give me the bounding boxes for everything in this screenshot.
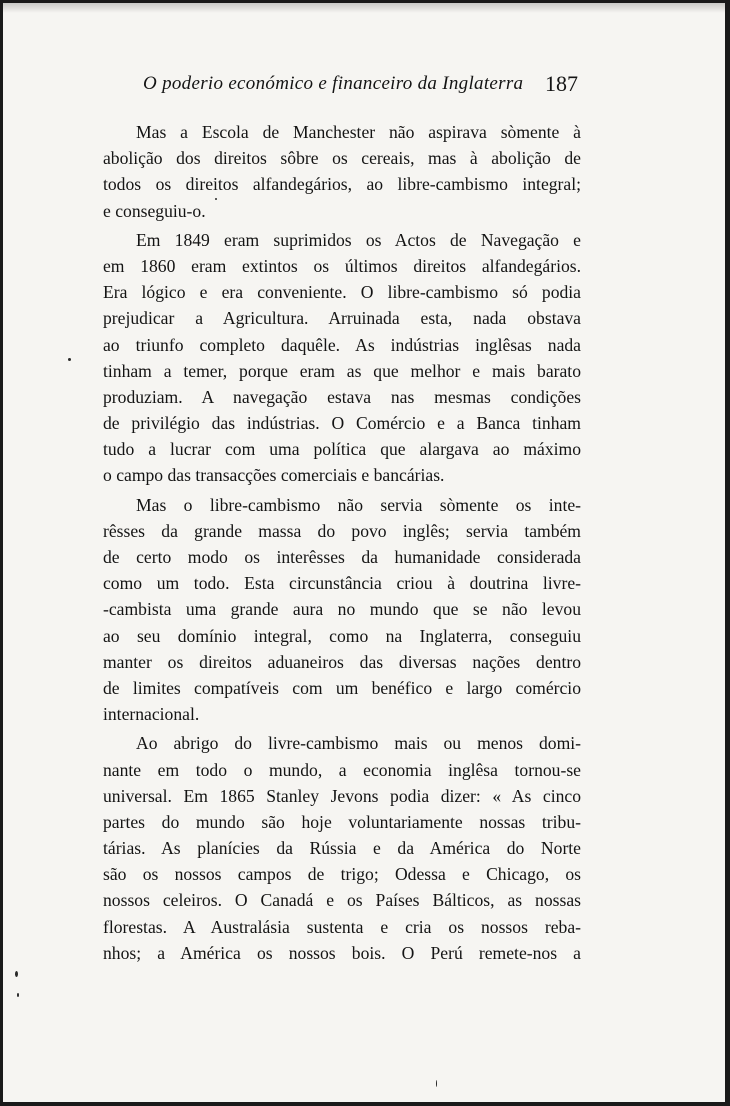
- text-line: em 1860 eram extintos os últimos direitos alfandegários.: [103, 255, 581, 276]
- text-line: ao triunfo completo daquêle. As indústrias inglêsas nada: [103, 334, 581, 355]
- text-line: manter os direitos aduaneiros das diversas nações dentro: [103, 651, 581, 672]
- text-line: tárias. As planícies da Rússia e da América do Norte: [103, 838, 581, 859]
- text-line: tudo a lucrar com uma política que alargava ao máximo: [103, 439, 581, 460]
- text-line: nossos celeiros. O Canadá e os Países Bálticos, as nossas: [103, 890, 581, 911]
- scan-shadow-top: [3, 3, 725, 13]
- body-text: [103, 119, 581, 966]
- text-line: nante em todo o mundo, a economia inglêsa tornou-se: [103, 759, 581, 780]
- text-line: Mas a Escola de Manchester não aspirava sòmente à: [136, 122, 581, 142]
- text-line: e conseguiu-o.: [103, 200, 206, 221]
- text-line: rêsses da grande massa do povo inglês; servia também: [103, 520, 581, 541]
- scan-speck: [215, 198, 217, 200]
- text-line: todos os direitos alfandegários, ao libre-cambismo integral;: [103, 174, 581, 195]
- text-line: tinham a temer, porque eram as que melhor e mais barato: [103, 360, 581, 381]
- scan-speck: [68, 358, 71, 361]
- text-line: prejudicar a Agricultura. Arruinada esta, nada obstava: [103, 308, 581, 329]
- text-line: de limites compatíveis com um benéfico e largo comércio: [103, 677, 581, 698]
- scan-speck: [15, 971, 18, 977]
- text-line: o campo das transacções comerciais e bancárias.: [103, 465, 445, 486]
- text-line: Mas o libre-cambismo não servia sòmente os inte-: [136, 494, 581, 515]
- scan-speck: [436, 1080, 437, 1087]
- text-line: Era lógico e era conveniente. O libre-cambismo só podia: [103, 282, 581, 303]
- text-line: partes do mundo são hoje voluntariamente nossas tribu-: [103, 811, 581, 832]
- page-number: 187: [545, 71, 578, 96]
- scan-speck: [17, 993, 19, 997]
- paragraph-1: [103, 119, 581, 224]
- paragraph-3: [103, 492, 581, 728]
- text-line: ao seu domínio integral, como na Inglaterra, conseguiu: [103, 625, 581, 646]
- text-line: nhos; a América os nossos bois. O Perú remete-nos a: [103, 942, 581, 963]
- text-line: Ao abrigo do livre-cambismo mais ou menos domi-: [136, 733, 581, 754]
- text-line: florestas. A Australásia sustenta e cria os nossos reba-: [103, 916, 581, 937]
- paragraph-4: [103, 730, 581, 966]
- text-line: de certo modo os interêsses da humanidade considerada: [103, 547, 581, 567]
- text-line: universal. Em 1865 Stanley Jevons podia dizer: « As cinco: [103, 785, 581, 806]
- text-line: -cambista uma grande aura no mundo que se não levou: [103, 599, 581, 620]
- text-line: são os nossos campos de trigo; Odessa e Chicago, os: [103, 864, 581, 885]
- text-line: abolição dos direitos sôbre os cereais, mas à abolição de: [103, 148, 581, 169]
- text-line: internacional.: [103, 704, 200, 725]
- text-line: como um todo. Esta circunstância criou à doutrina livre-: [103, 573, 581, 594]
- running-head: [143, 73, 578, 103]
- text-line: produziam. A navegação estava nas mesmas condições: [103, 386, 581, 407]
- paragraph-2: [103, 227, 581, 489]
- book-page: [3, 3, 725, 1102]
- text-line: Em 1849 eram suprimidos os Actos de Navegação e: [136, 229, 581, 250]
- running-title: O poderio económico e financeiro da Inglaterra: [143, 73, 524, 94]
- text-line: de privilégio das indústrias. O Comércio e a Banca tinham: [103, 413, 581, 434]
